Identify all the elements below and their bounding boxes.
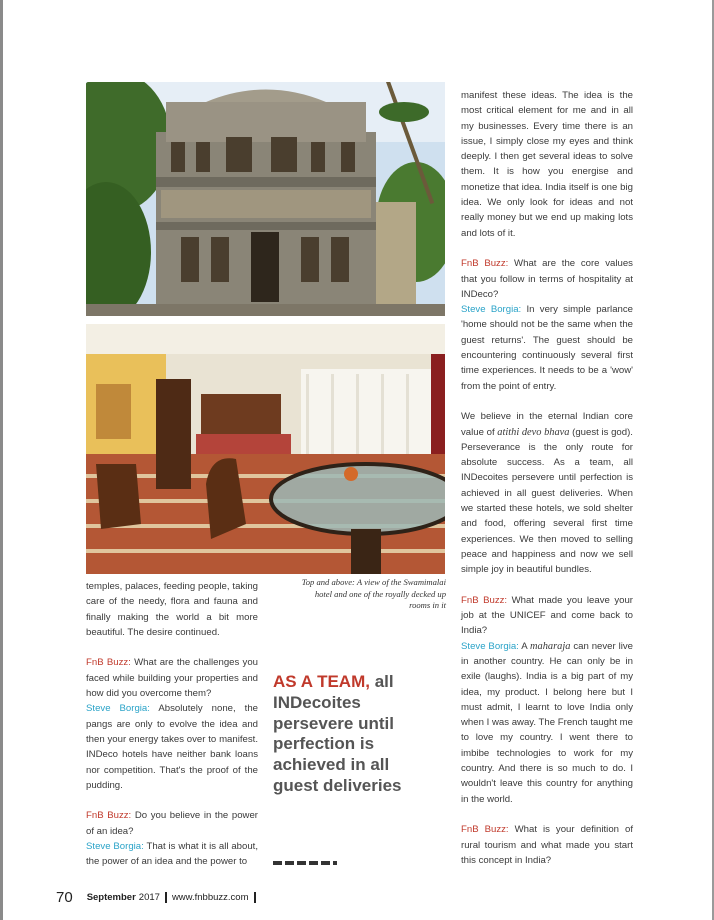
issue-month: September — [86, 891, 136, 903]
qa-block: FnB Buzz: What is your definition of rural tourism and what made you start this concept in India? — [461, 824, 633, 866]
photo-caption: Top and above: A view of the Swamimalai hotel and one of the royally decked up rooms in it — [301, 577, 446, 610]
paragraph: We believe in the eternal Indian core value of atithi devo bhava (guest is god). Perseverance is the only route for absolute success. As a team, all INDecoites persevere until perfection is achieved in all guest deliveries. When we started these hotels, we sold shelter and food, offering several first time experiences. We then moved to selling peace and happiness and now we sell simple joy in beautiful bundles. — [461, 411, 633, 576]
qa-block: FnB Buzz: What are the challenges you faced while building your properties and how did you overcome them? Steve Borgia: Absolutely none, the pangs are only to evolve the idea and then your energy takes over to manifest. INDeco hotels have neither bank loans nor competition. That's the proof of the pudding. — [86, 657, 258, 791]
paragraph: manifest these ideas. The idea is the most critical element for me and in all my businesses. Every time there is an issue, I simply close my eyes and think deeply. I then get several ideas to solve them. It is how you energise and monetize that idea. India itself is one big idea. We only look for ideas and not really money but we end up making lots and lots of it. — [461, 90, 633, 239]
interviewee-label: Steve Borgia: — [461, 640, 519, 652]
interviewer-label: FnB Buzz: — [461, 824, 509, 836]
article-column-right — [461, 88, 633, 883]
qa-block: FnB Buzz: What are the core values that you follow in terms of hospitality at INDeco? Steve Borgia: In very simple parlance 'home should not be the same when the guest returns'. The guest should be encountering continuously several first time experiences. It needs to be a 'wow' from the point of entry. — [461, 258, 633, 392]
page-edge-left — [0, 0, 3, 920]
interviewer-label: FnB Buzz: — [86, 810, 132, 822]
page-number: 70 — [56, 888, 73, 906]
qa-block: FnB Buzz: Do you believe in the power of an idea? Steve Borgia: That is what it is all about, the power of an idea and the power to — [86, 810, 258, 868]
interviewer-label: FnB Buzz: — [461, 258, 509, 270]
hotel-exterior-photo — [86, 82, 445, 316]
qa-block: FnB Buzz: What made you leave your job at the UNICEF and come back to India? Steve Borgia: A maharaja can never live in another country. He can only be in exile (laughs). India is a big part of my idea, my product. I belong here but I must admit, I learnt to love India only when I was away. The French taught me to love my country. I went there to imbibe technologies to work for my country. And there is so much to do. I wouldn't leave this country for anything in the world. — [461, 594, 633, 805]
footer-divider — [165, 892, 167, 903]
issue-year: 2017 — [138, 891, 160, 903]
interviewee-label: Steve Borgia: — [86, 703, 150, 715]
interviewer-label: FnB Buzz: — [461, 594, 508, 606]
website-link[interactable]: www.fnbbuzz.com — [171, 891, 249, 903]
pull-quote-rule — [273, 861, 337, 865]
interviewer-label: FnB Buzz: — [86, 657, 131, 669]
paragraph: temples, palaces, feeding people, taking care of the needy, flora and fauna and finally making the world a bit more beautiful. The desire continued. — [86, 581, 258, 638]
article-column-left — [86, 579, 258, 885]
hotel-room-photo — [86, 324, 445, 574]
pull-quote: AS A TEAM, all INDecoites persevere until perfection is achieved in all guest deliveries — [273, 672, 402, 795]
footer-divider — [254, 892, 256, 903]
interviewee-label: Steve Borgia: — [86, 841, 144, 853]
page-footer — [56, 887, 261, 907]
pull-quote-highlight: AS A TEAM, — [273, 672, 370, 691]
interviewee-label: Steve Borgia: — [461, 304, 522, 316]
